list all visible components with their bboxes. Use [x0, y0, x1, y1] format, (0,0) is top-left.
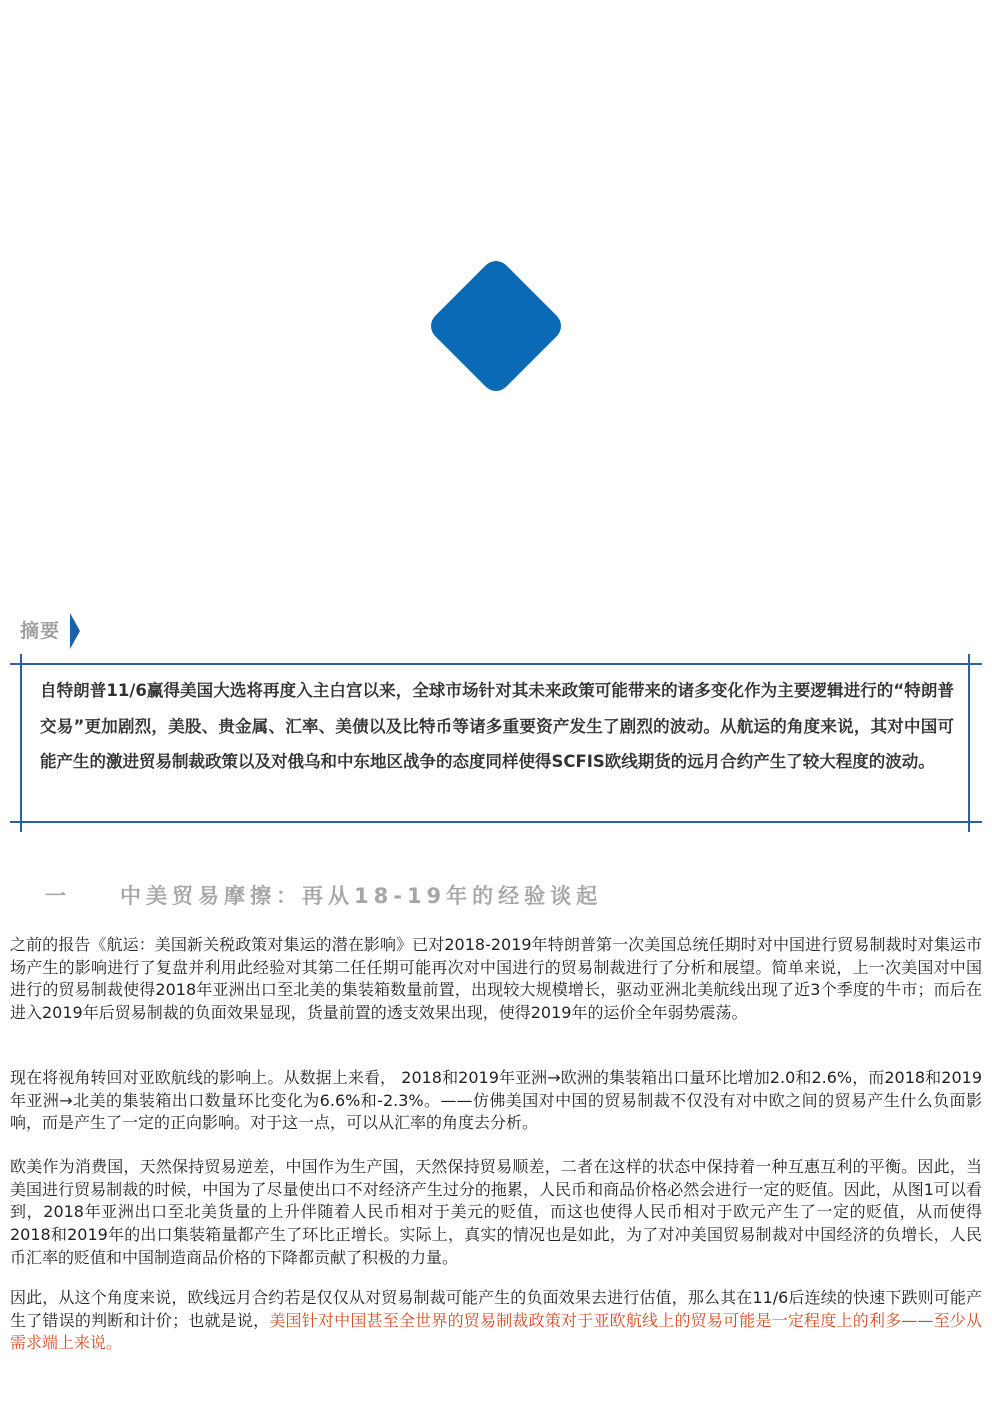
section-title: 中美贸易摩擦：再从18-19年的经验谈起: [120, 884, 603, 908]
blue-diamond-icon: [425, 255, 567, 397]
abstract-label: 摘要: [20, 620, 61, 642]
abstract-text: 自特朗普11/6赢得美国大选将再度入主白宫以来，全球市场针对其未来政策可能带来的诸多变化作为主要逻辑进行的“特朗普交易”更加剧烈，美股、贵金属、汇率、美债以及比特币等诸多重要资产发生了剧烈的波动。从航运的角度来说，其对中国可能产生的激进贸易制裁政策以及对俄乌和中东地区战争的态度同样使得SCFIS欧线期货的远月合约产生了较大程度的波动。: [40, 681, 954, 771]
highlighted-conclusion: 美国针对中国甚至全世界的贸易制裁政策对于亚欧航线上的贸易可能是一定程度上的利多——至少从需求端上来说。: [10, 1310, 982, 1353]
section-number: 一: [45, 884, 71, 908]
abstract-frame-top-rule: [10, 663, 982, 665]
body-paragraph-4-text: 因此，从这个角度来说，欧线远月合约若是仅仅从对贸易制裁可能产生的负面效果去进行估值，那么其在11/6后连续的快速下跌则可能产生了错误的判断和计价；也就是说，: [10, 1288, 982, 1330]
body-paragraph-3: 欧美作为消费国，天然保持贸易逆差，中国作为生产国，天然保持贸易顺差，二者在这样的状态中保持着一种互惠互利的平衡。因此，当美国进行贸易制裁的时候，中国为了尽量使出口不对经济产生过分的拖累，人民币和商品价格必然会进行一定的贬值。因此，从图1可以看到，2018年亚洲出口至北美货量的上升伴随着人民币相对于美元的贬值，而这也使得人民币相对于欧元产生了一定的贬值，从而使得2018和2019年的出口集装箱量都产生了环比正增长。实际上，真实的情况也是如此，为了对冲美国贸易制裁对中国经济的负增长，人民币汇率的贬值和中国制造商品价格的下降都贡献了积极的力量。: [10, 1157, 982, 1267]
body-paragraph-4: [10, 1287, 982, 1355]
abstract-frame-bottom-rule: [10, 821, 982, 823]
abstract-frame-right-rule: [968, 654, 970, 832]
body-paragraph-2: 现在将视角转回对亚欧航线的影响上。从数据上来看， 2018和2019年亚洲→欧洲的集装箱出口量环比增加2.0和2.6%，而2018和2019年亚洲→北美的集装箱出口数量环比变化为6.6%和-2.3%。——仿佛美国对中国的贸易制裁不仅没有对中欧之间的贸易产生什么负面影响，而是产生了一定的正向影响。对于这一点，可以从汇率的角度去分析。: [10, 1068, 982, 1133]
abstract-frame-left-rule: [20, 654, 22, 832]
abstract-arrow-icon: [70, 613, 80, 649]
section-heading: [45, 880, 602, 910]
body-paragraph-1: 之前的报告《航运：美国新关税政策对集运的潜在影响》已对2018-2019年特朗普第一次美国总统任期时对中国进行贸易制裁时对集运市场产生的影响进行了复盘并利用此经验对其第二任任期可能再次对中国进行的贸易制裁进行了分析和展望。简单来说，上一次美国对中国进行的贸易制裁使得2018年亚洲出口至北美的集装箱数量前置，出现较大规模增长，驱动亚洲北美航线出现了近3个季度的牛市；而后在进入2019年后贸易制裁的负面效果显现，货量前置的透支效果出现，使得2019年的运价全年弱势震荡。: [10, 935, 982, 1023]
